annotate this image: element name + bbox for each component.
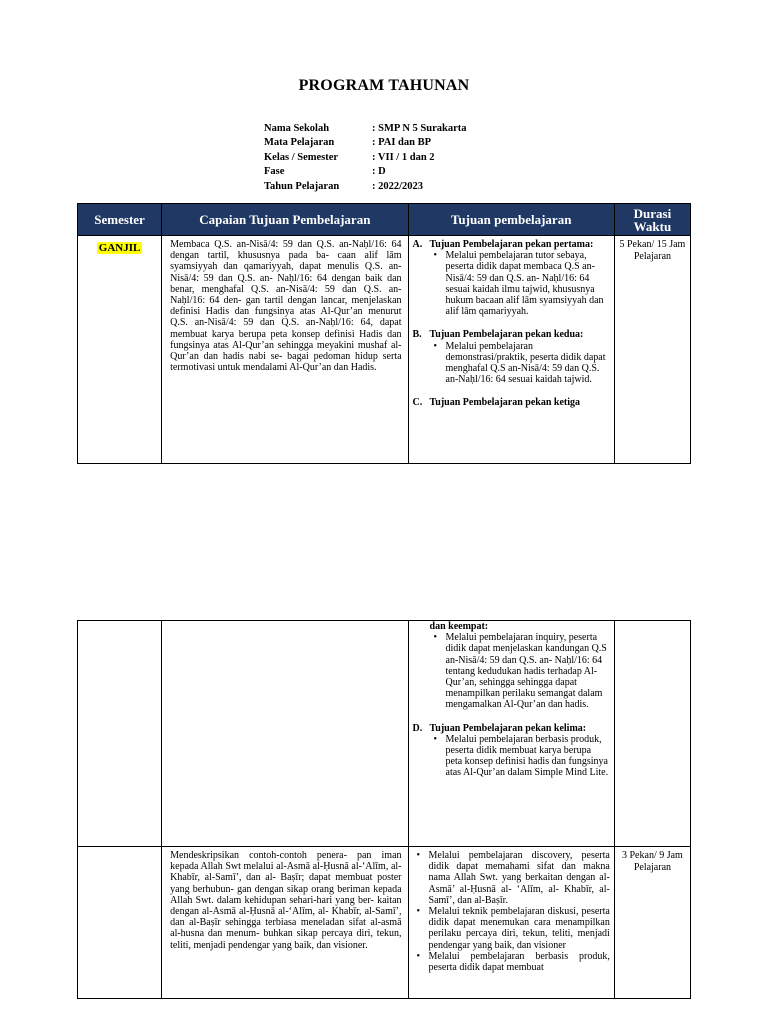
- info-value: : VII / 1 dan 2: [372, 151, 435, 163]
- tujuan-heading-text: Tujuan Pembelajaran pekan kedua:: [429, 329, 584, 341]
- tujuan-list: [430, 250, 610, 317]
- info-row-subject: [264, 136, 467, 150]
- tujuan-list: [430, 734, 610, 779]
- tujuan-body: [413, 734, 610, 779]
- list-item: • Melalui pembelajaran demonstrasi/praktik, peserta didik dapat menghafal Q.S an-Nisā/4: 59 dan Q.S. an-Naḥl/16: 64 sesuai kaidah tajwid.: [444, 341, 610, 386]
- info-row-class: [264, 151, 467, 165]
- tujuan-letter: A.: [412, 239, 423, 250]
- tujuan-body: [413, 632, 610, 710]
- semester-label: GANJIL: [98, 242, 141, 254]
- durasi-cell: 3 Pekan/ 9 Jam Pelajaran: [614, 847, 690, 999]
- tujuan-list: [413, 850, 610, 973]
- info-value: : D: [372, 166, 386, 178]
- tujuan-letter: B.: [412, 329, 422, 341]
- info-value: : SMP N 5 Surakarta: [372, 123, 467, 134]
- info-row-year: [264, 180, 467, 194]
- header-tujuan: Tujuan pembelajaran: [408, 204, 614, 236]
- info-label: Tahun Pelajaran: [264, 180, 340, 192]
- list-item: • Melalui pembelajaran tutor sebaya, peserta didik dapat membaca Q.S an- Nisā/4: 59 dan Q.S. an- Naḥl/16: 64 sesuai kaidah ilmu tajwid, khususnya hukum bacaan alif lām syamsiyyah dan alif lām qamariyyah.: [444, 250, 610, 317]
- tujuan-heading-text: Tujuan Pembelajaran pekan pertama:: [429, 239, 594, 250]
- tujuan-list: [430, 341, 610, 386]
- list-item: • Melalui teknik pembelajaran diskusi, peserta didik dapat menemukan cara menampilkan perilaku percaya diri, tekun, teliti, menjadi pendengar yang baik, dan visioner: [427, 906, 610, 951]
- info-block: [264, 122, 467, 194]
- info-label: Fase: [264, 166, 285, 178]
- program-table-continued: [77, 620, 691, 999]
- tujuan-heading-c: [413, 397, 610, 408]
- table-header-row: [78, 204, 691, 236]
- semester-cell: [78, 847, 162, 999]
- capaian-cell: Membaca Q.S. an-Nisā/4: 59 dan Q.S. an-Naḥl/16: 64 dengan tartil, khususnya pada ba- caan alif lām syamsiyyah dan qamariyyah, dapat menulis Q.S. an-Nisā/4: 59 dan Q.S. an- Naḥl/16: 64 dengan baik dan benar, menghafal Q.S. an-Nisā/4: 59 dan Q.S. an-Naḥl/16: 64 den- gan tartil dengan lancar, menjelaskan definisi Hadis dan fungsinya atas Al-Qur’an menurut Q.S. an-Nisā/4: 59 dan Q.S. an-Naḥl/16: 64, dapat membuat karya berupa peta konsep definisi Hadis dan fungsinya atas Al-Qur’an sehingga meyakini mushaf al-Qur’an dan hadis nabi se- bagai pedoman hidup serta termotivasi untuk mendalami Al-Qur’an dan Hadis.: [162, 236, 408, 464]
- semester-cell: [78, 236, 162, 464]
- capaian-cell: Mendeskripsikan contoh-contoh penera- pan iman kepada Allah Swt melalui al-Asmā al-Ḥusnā al-‘Alīm, al-Khabīr, al-Samī’, dan al- Baṣīr; dapat membuat poster yang berhubun- gan dengan sikap orang beriman kepada Allah Swt. dalam kehidupan sehari-hari yang ber- kaitan dengan al-Asmā al-Ḥusnā al-‘Alīm, al- Khabīr, al-Samī’, dan al-Baṣīr sehingga terbiasa meneladan sifat al-asmā al-husna dan menum- buhkan sikap percaya diri, tekun, teliti, menjadi pendengar yang baik, dan visioner.: [162, 847, 408, 999]
- info-label: Kelas / Semester: [264, 151, 339, 163]
- durasi-cell: [614, 621, 690, 847]
- program-table: [77, 203, 691, 464]
- tujuan-cell: [408, 236, 614, 464]
- list-item: • Melalui pembelajaran inquiry, peserta didik dapat menjelaskan kandungan Q.S an-Nisā/4: 59 dan Q.S. an- Naḥl/16: 64 tentang kedudukan hadis terhadap Al-Qur’an, sehingga sehingga dapat menampilkan perilaku semangat dalam mengamalkan Al-Qur’an dan hadis.: [444, 632, 610, 710]
- table-row: [78, 236, 691, 464]
- tujuan-list: [430, 632, 610, 710]
- info-value: : 2022/2023: [372, 180, 424, 192]
- tujuan-letter: D.: [412, 722, 423, 734]
- header-capaian: Capaian Tujuan Pembelajaran: [162, 204, 408, 236]
- info-value: : PAI dan BP: [372, 137, 432, 149]
- tujuan-cell: [408, 621, 614, 847]
- durasi-cell: 5 Pekan/ 15 Jam Pelajaran: [614, 236, 690, 464]
- info-label: Mata Pelajaran: [264, 137, 335, 149]
- tujuan-letter: C.: [412, 397, 423, 409]
- tujuan-heading-d: [413, 723, 610, 734]
- list-item: • Melalui pembelajaran berbasis produk, peserta didik membuat karya berupa peta konsep definisi hadis dan fungsinya atas Al-Qur’an dalam Simple Mind Lite.: [444, 734, 610, 779]
- semester-cell: [78, 621, 162, 847]
- document-title: PROGRAM TAHUNAN: [298, 77, 470, 94]
- tujuan-heading-continued: dan keempat:: [429, 621, 489, 632]
- tujuan-body: [413, 341, 610, 386]
- header-durasi: Durasi Waktu: [614, 204, 690, 236]
- header-semester: Semester: [78, 204, 162, 236]
- tujuan-heading-a: [413, 239, 610, 250]
- info-row-school: [264, 122, 467, 136]
- table-row: [78, 621, 691, 847]
- list-item: • Melalui pembelajaran discovery, peserta didik dapat memahami sifat dan makna nama Allah Swt. yang berkaitan dengan al-Asmā’ al-Ḥusnā al- ‘Alīm, al- Khabīr, al-Samī’, dan al-Baṣīr.: [427, 850, 610, 906]
- tujuan-heading-text: Tujuan Pembelajaran pekan kelima:: [429, 722, 587, 734]
- info-label: Nama Sekolah: [264, 123, 330, 134]
- table-row: [78, 847, 691, 999]
- tujuan-heading-text: Tujuan Pembelajaran pekan ketiga: [429, 397, 580, 409]
- list-item: • Melalui pembelajaran berbasis produk, peserta didik dapat membuat: [427, 951, 610, 973]
- tujuan-heading-b: [413, 329, 610, 340]
- tujuan-cell: [408, 847, 614, 999]
- tujuan-body: [413, 250, 610, 317]
- info-row-phase: [264, 165, 467, 179]
- capaian-cell: [162, 621, 408, 847]
